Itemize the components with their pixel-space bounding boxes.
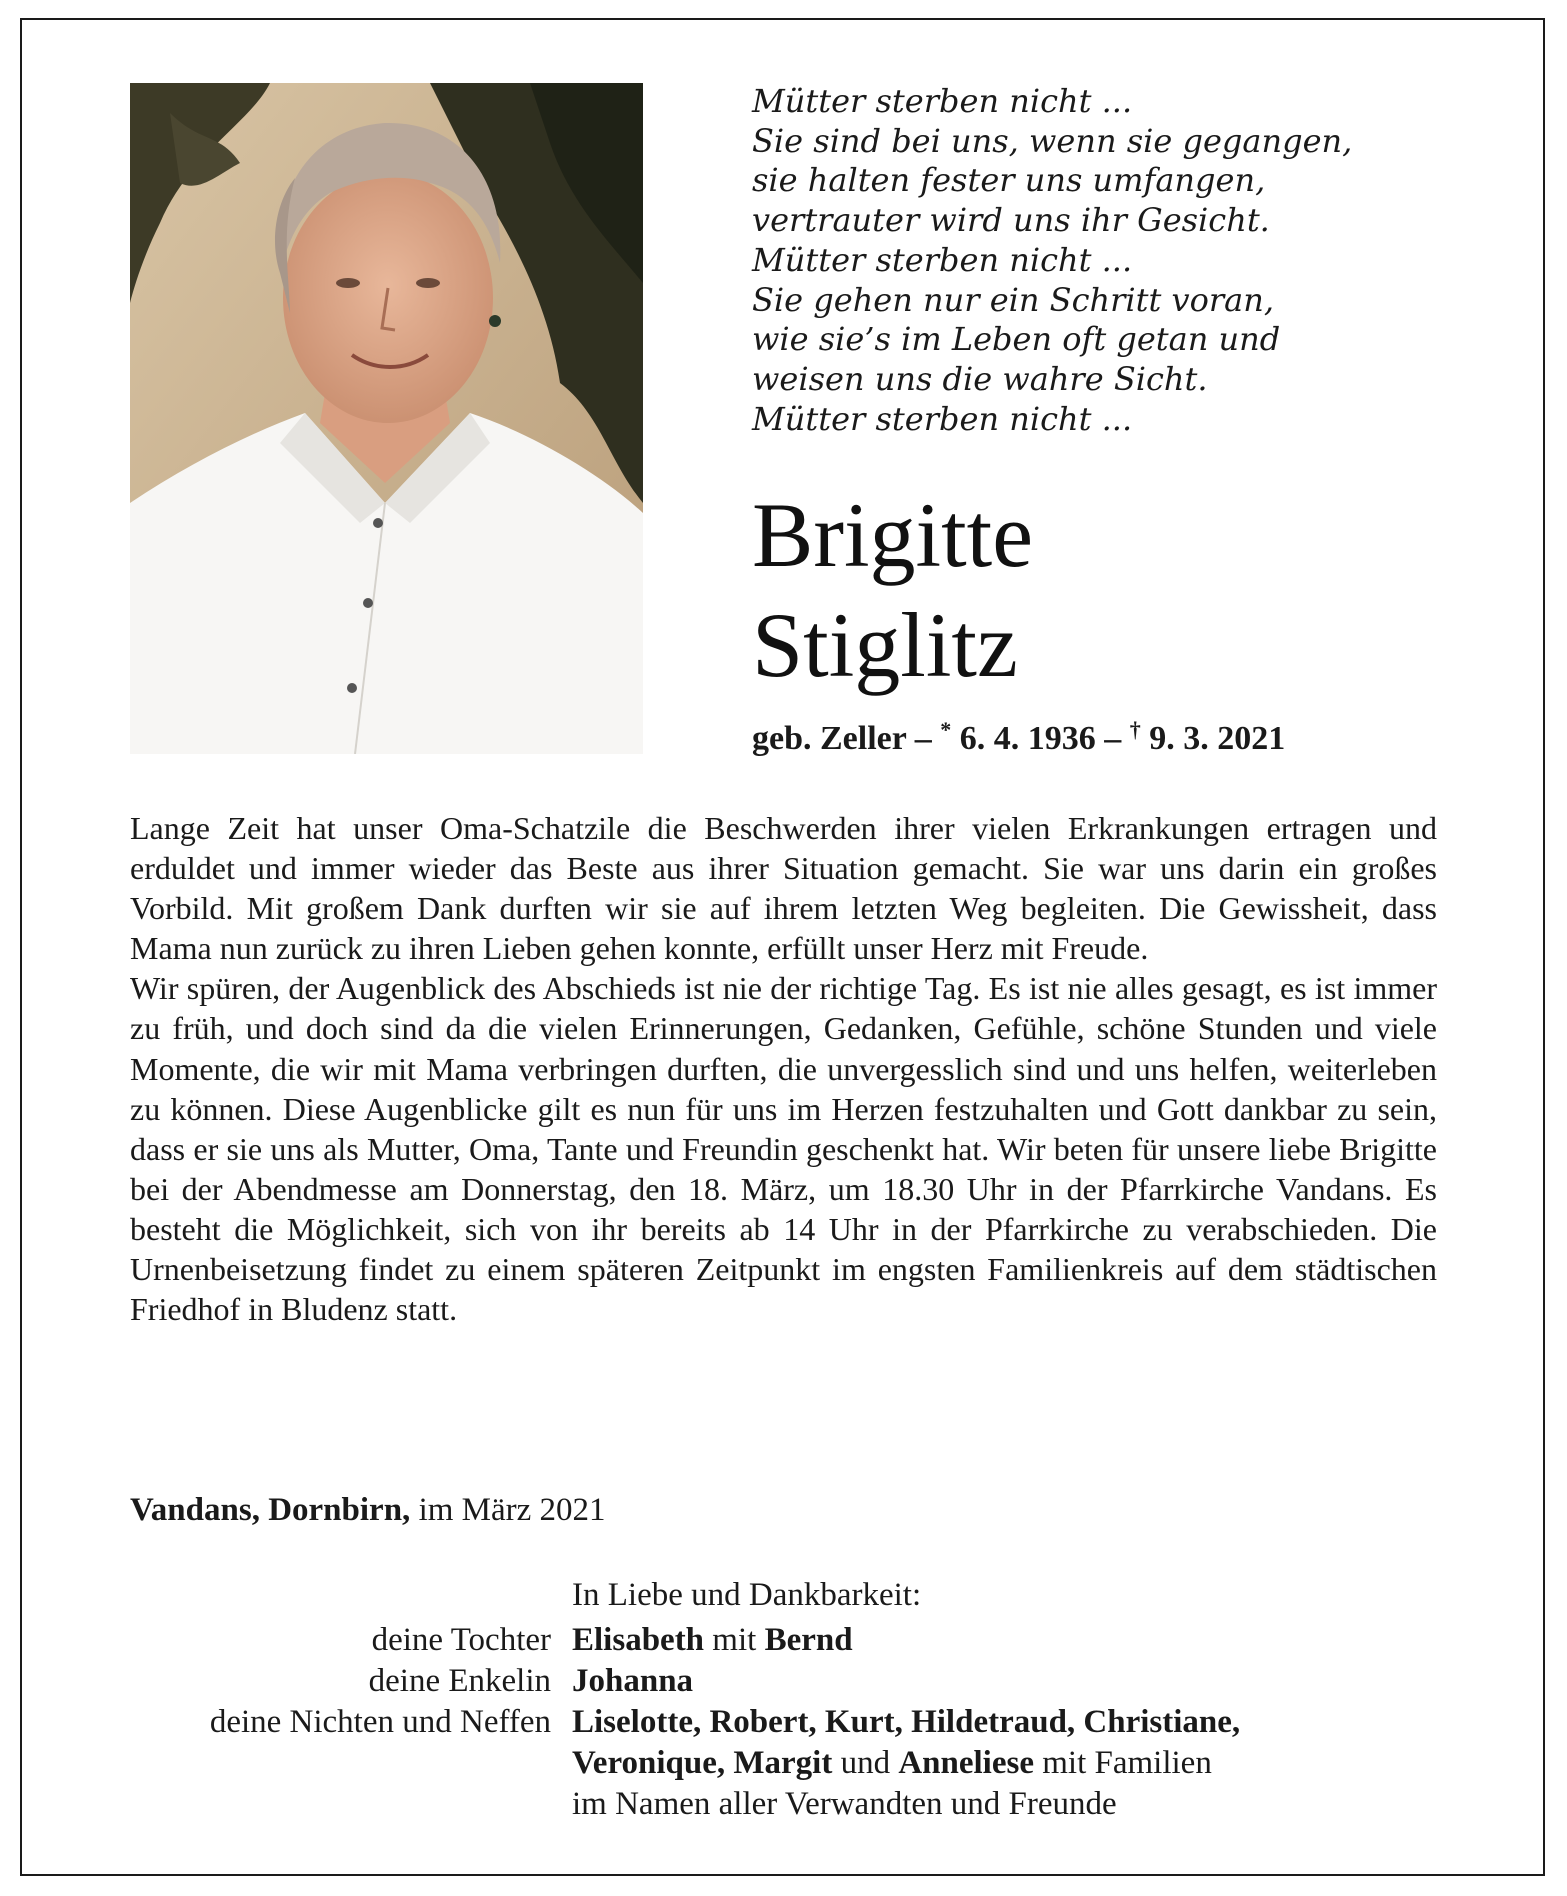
birth-symbol: *: [940, 717, 952, 742]
poem-line: wie sie’s im Leben oft getan und: [752, 320, 1281, 359]
family-row-nieces-cont: [0, 1745, 1567, 1786]
portrait-illustration: [130, 83, 643, 754]
place-towns: Vandans, Dornbirn,: [130, 1492, 411, 1528]
birth-name: geb. Zeller: [752, 720, 907, 757]
paragraph-1: Lange Zeit hat unser Oma-Schatzile die Beschwerden ihrer vielen Erkrankungen ertragen und erduldet und immer wieder das Beste aus ihrer Situation gemacht. Sie war uns darin ein großes Vorbild. Mit großem Dank durften wir sie auf ihrem letzten Weg begleiten. Die Gewissheit, dass Mama nun zurück zu ihren Lieben gehen konnte, erfüllt unser Herz mit Freude.: [130, 810, 1437, 967]
poem-line: Sie sind bei uns, wenn sie gegangen,: [752, 121, 1353, 160]
paragraph-2: Wir spüren, der Augenblick des Abschieds ist nie der richtige Tag. Es ist nie alles gesagt, es ist immer zu früh, und doch sind da die vielen Erinnerungen, Gedanken, Gefühle, schöne Stunden und viele Momente, die wir mit Mama verbringen durften, die unvergesslich sind und uns helfen, weiterleben zu können. Diese Augenblicke gilt es nun für uns im Herzen festzuhalten und Gott dankbar zu sein, dass er sie uns als Mutter, Oma, Tante und Freundin geschenkt hat. Wir beten für unsere liebe Brigitte bei der Abendmesse am Donnerstag, den 18. März, um 18.30 Uhr in der Pfarrkirche Vandans. Es besteht die Möglichkeit, sich von ihr bereits ab 14 Uhr in der Pfarrkirche zu verabschieden. Die Urnenbeisetzung findet zu einem späteren Zeitpunkt im engsten Familienkreis auf dem städtischen Friedhof in Bludenz statt.: [130, 970, 1437, 1328]
with-families: mit Familien: [1042, 1745, 1212, 1781]
poem-line: vertrauter wird uns ihr Gesicht.: [752, 201, 1270, 240]
family-list: [0, 1622, 1567, 1827]
death-date: 9. 3. 2021: [1149, 720, 1286, 757]
family-row-daughter: [0, 1622, 1567, 1663]
poem-line: Sie gehen nur ein Schritt voran,: [752, 280, 1275, 319]
family-row-closing: [0, 1786, 1567, 1827]
daughter-name: Elisabeth: [572, 1622, 705, 1658]
relation-names: [572, 1622, 853, 1659]
family-row-granddaughter: [0, 1663, 1567, 1704]
poem-line: Mütter sterben nicht ...: [752, 399, 1133, 438]
last-name: Stiglitz: [752, 594, 1018, 696]
memorial-poem: [752, 82, 1352, 439]
and-word: und: [840, 1745, 891, 1781]
poem-line: weisen uns die wahre Sicht.: [752, 359, 1208, 398]
closing-line: im Namen aller Verwandten und Freunde: [572, 1786, 1117, 1822]
nieces-names-line2a: Veronique, Margit: [572, 1745, 833, 1781]
deceased-name: [752, 480, 1033, 700]
relation-names: [572, 1745, 1212, 1782]
place-and-date: [130, 1492, 606, 1529]
poem-line: Mütter sterben nicht ...: [752, 240, 1133, 279]
granddaughter-name: Johanna: [572, 1663, 694, 1699]
nieces-names-line2b: Anneliese: [898, 1745, 1034, 1781]
poem-line: Mütter sterben nicht ...: [752, 82, 1133, 120]
death-symbol: †: [1129, 717, 1141, 742]
first-name: Brigitte: [752, 484, 1034, 586]
partner-name: Bernd: [764, 1622, 853, 1658]
relation-names: [572, 1663, 693, 1700]
poem-line: sie halten fester uns umfangen,: [752, 161, 1266, 200]
signoff: In Liebe und Dankbarkeit:: [572, 1577, 922, 1613]
family-row-nieces: [0, 1704, 1567, 1745]
life-dates: geb. Zeller – * 6. 4. 1936 – † 9. 3. 2021: [752, 717, 1286, 757]
relation-label: deine Enkelin: [368, 1663, 551, 1699]
birth-date: 6. 4. 1936: [959, 720, 1096, 757]
relation-names: [572, 1704, 1240, 1741]
relation-label: deine Tochter: [371, 1622, 551, 1658]
portrait-photo: [130, 83, 643, 754]
obituary-text: [130, 808, 1437, 1329]
nieces-names-line1: Liselotte, Robert, Kurt, Hildetraud, Christiane,: [572, 1704, 1241, 1740]
relation-label: deine Nichten und Neffen: [209, 1704, 551, 1740]
with-word: mit: [712, 1622, 757, 1658]
place-date: im März 2021: [418, 1492, 606, 1528]
